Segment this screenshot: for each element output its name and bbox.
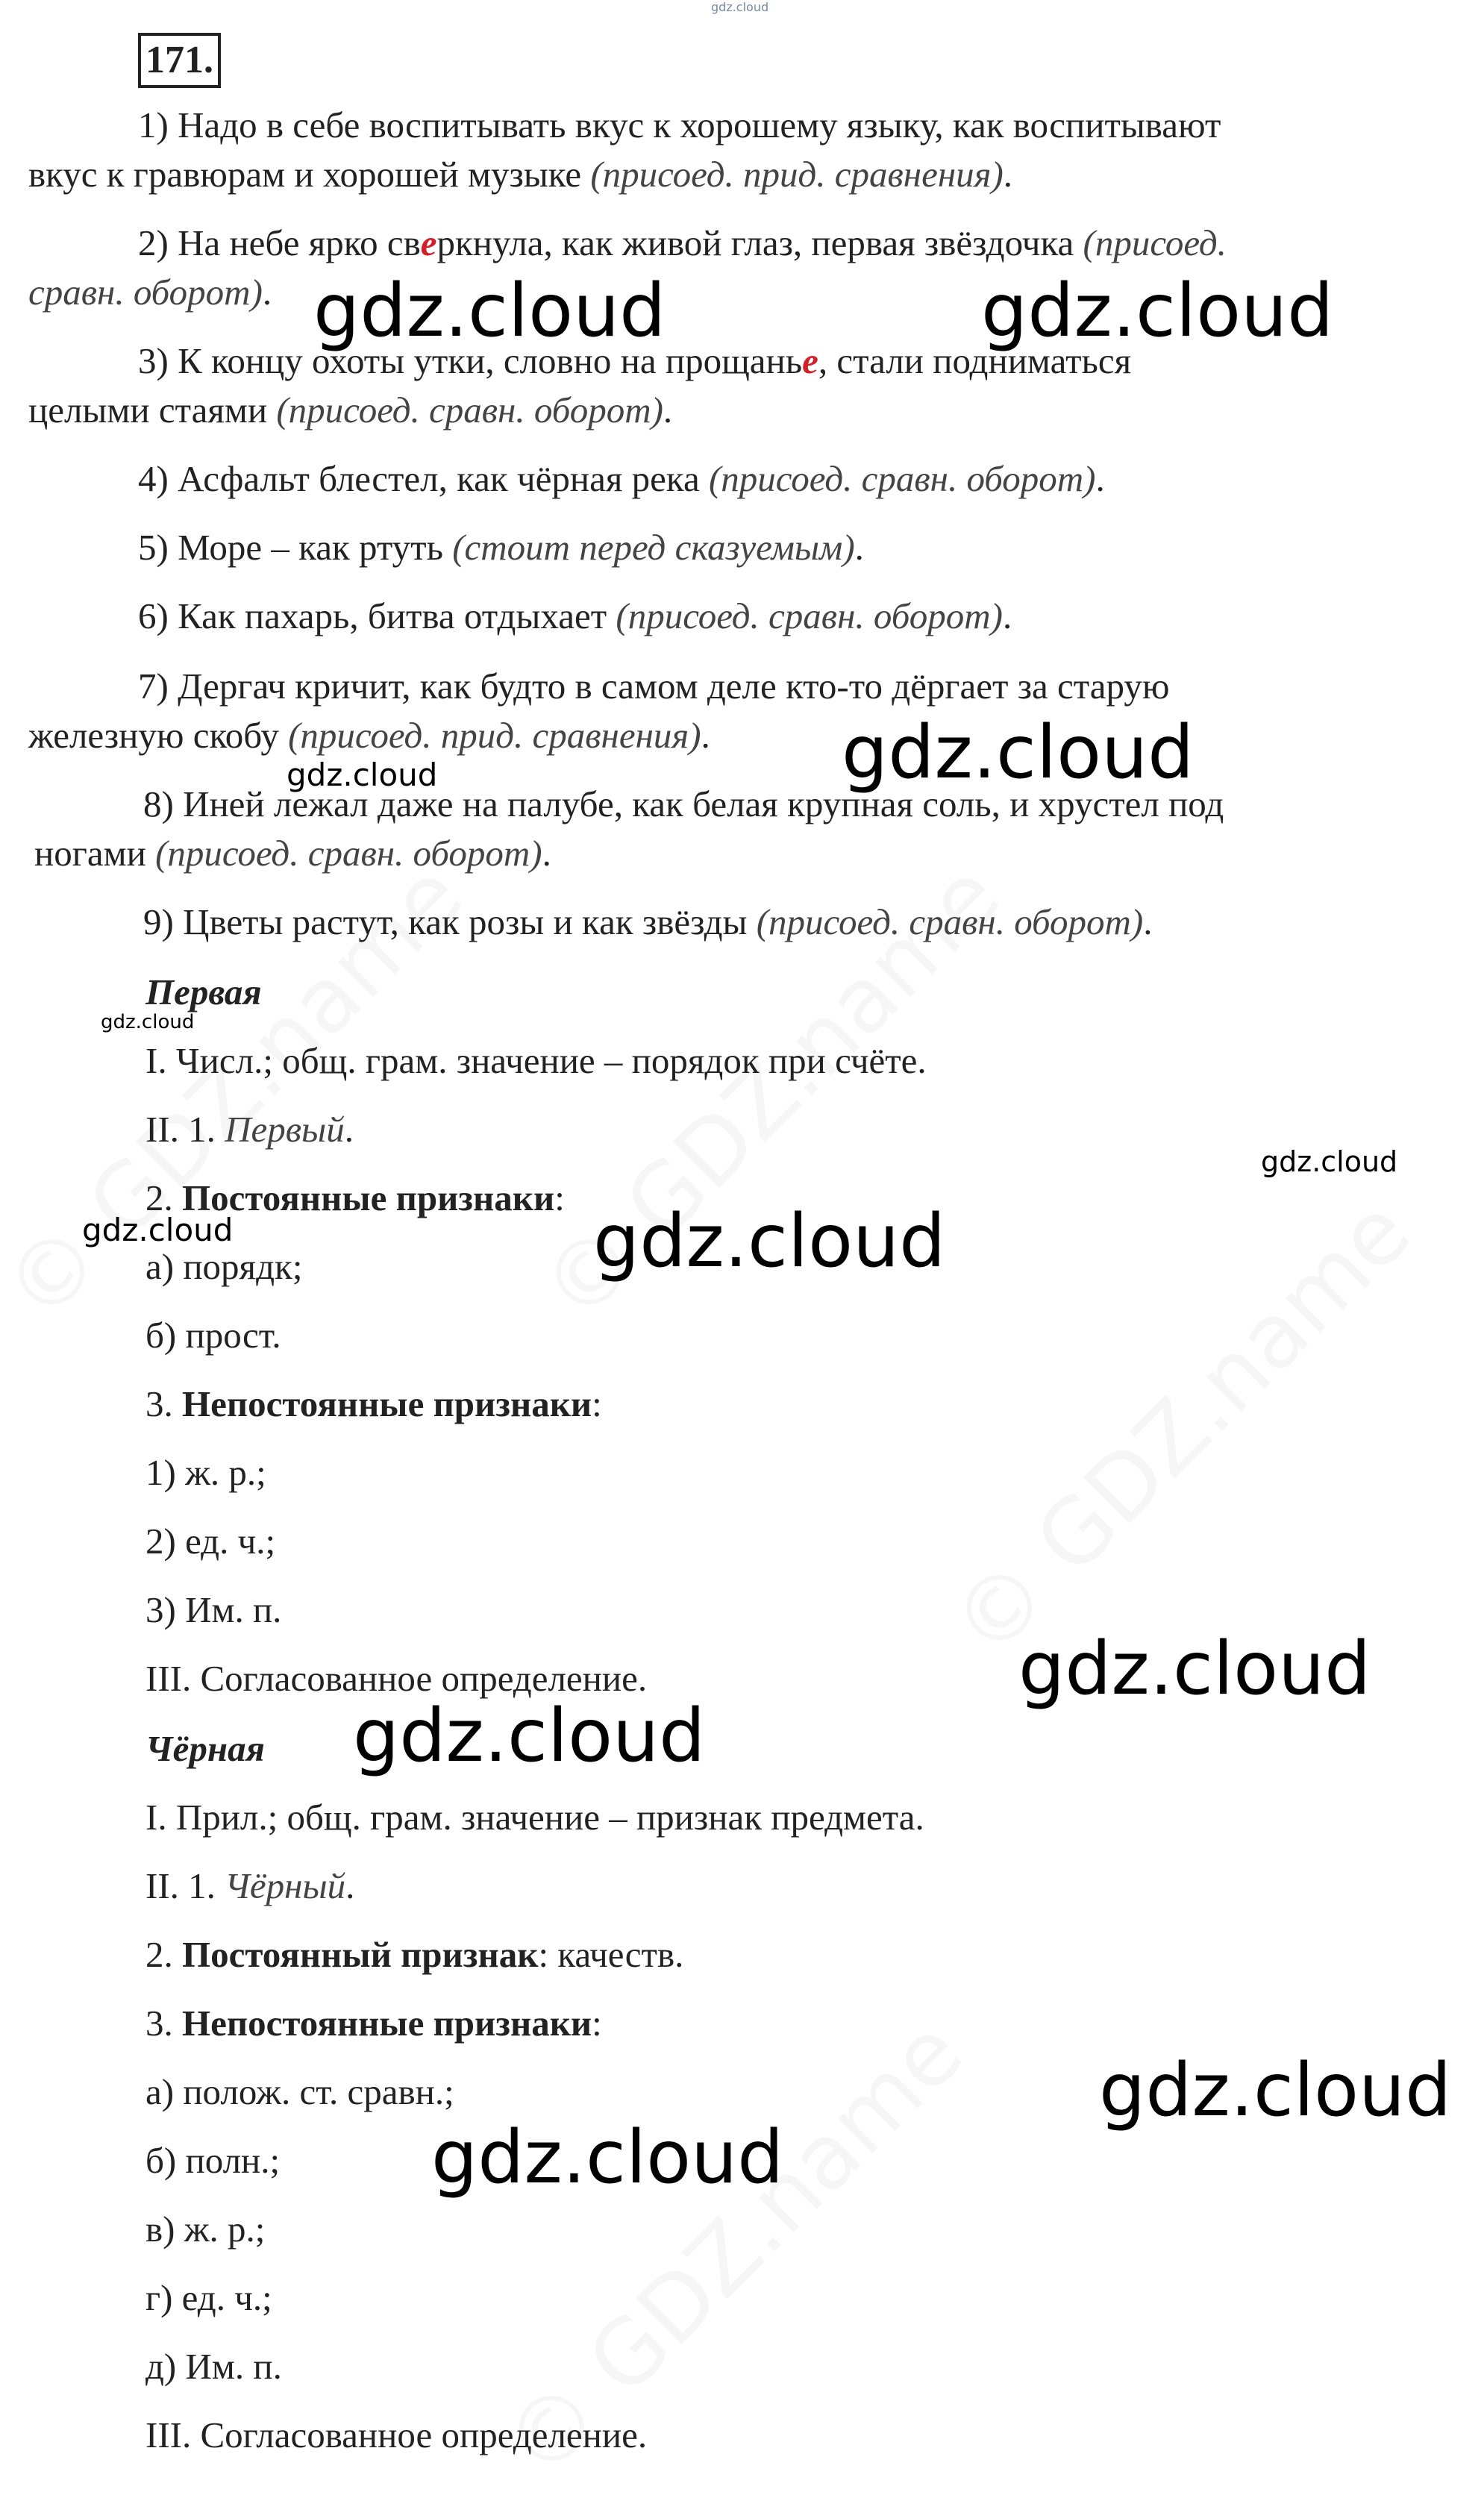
background-watermark [933,1180,1430,1677]
initial-form: Первый [225,1109,345,1150]
sentence-text: Цветы растут, как розы и как звёзды [183,901,748,942]
watermark: gdz.cloud [1261,1145,1398,1178]
sentence-text: К концу охоты утки, словно на прощанье, стали подниматься [178,340,1132,381]
sentence-2-line-1 [138,221,1227,266]
sentence-2-line-2 [28,270,272,315]
analysis-1-feature-item: 1) ж. р.; [145,1452,266,1493]
sentence-text: Как пахарь, битва отдыхает [178,595,607,636]
analysis-1-constant-features: 2. Постоянные признаки: [145,1177,565,1218]
sentence-end: . [854,527,864,568]
analysis-1-part-iii: III. Согласованное определение. [145,1658,648,1699]
sentence-text: целыми стаями [28,389,268,431]
sentence-number: 5) [138,527,169,568]
watermark: gdz.cloud [431,2115,784,2200]
sentence-end: . [262,272,272,313]
sentence-note: (присоед. сравн. оборот) [155,833,542,874]
sentence-text: Иней лежал даже на палубе, как белая крупная соль, и хрустел под [183,783,1224,824]
watermark: gdz.cloud [593,1199,946,1284]
sentence-end: . [1095,458,1105,499]
analysis-2-feature-item: в) ж. р.; [145,2209,266,2250]
sentence-end: . [1143,901,1153,942]
watermark: gdz.cloud [101,1011,195,1033]
feature-label: Непостоянные признаки [182,2003,592,2044]
sentence-text: Асфальт блестел, как чёрная река [178,458,700,499]
sentence-number: 4) [138,458,169,499]
analysis-1-feature-item: б) прост. [145,1315,281,1356]
analysis-2-part-i: I. Прил.; общ. грам. значение – признак предмета. [145,1797,924,1838]
sentence-5 [138,525,864,570]
analysis-1-word: Первая [145,971,262,1012]
watermark: gdz.cloud [981,269,1334,354]
analysis-2-feature-item: б) полн.; [145,2140,281,2181]
sentence-end: . [1002,595,1012,636]
sentence-note: (присоед. сравн. оборот) [276,389,663,431]
sentence-number: 2) [138,222,169,263]
analysis-2-constant-feature: 2. Постоянный признак: качеств. [145,1934,684,1975]
sentence-number: 6) [138,595,169,636]
analysis-2-variable-features: 3. Непостоянные признаки: [145,2003,602,2044]
sentence-note: (присоед. сравн. оборот) [616,595,1003,636]
sentence-number: 1) [138,104,169,145]
sentence-note: (присоед. сравн. оборот) [756,901,1144,942]
analysis-1-part-i: I. Числ.; общ. грам. значение – порядок при счёте. [145,1040,927,1081]
analysis-2-word: Чёрная [145,1728,265,1769]
sentence-8-line-2 [34,831,551,876]
watermark: gdz.cloud [353,1694,706,1779]
analysis-1-feature-item: а) порядк; [145,1246,303,1287]
watermark: gdz.cloud [1099,2048,1452,2133]
sentence-note: (присоед. прид. сравнения) [288,715,701,756]
feature-label: Постоянный признак [182,1934,539,1975]
watermark: gdz.cloud [82,1212,234,1248]
sentence-end: . [701,715,710,756]
sentence-note: (присоед. сравн. оборот) [708,458,1096,499]
sentence-text: Море – как ртуть [178,527,443,568]
sentence-number: 7) [138,666,169,707]
sentence-text: железную скобу [28,715,279,756]
sentence-3-line-2 [28,388,672,433]
watermark: gdz.cloud [287,757,438,793]
sentence-text: вкус к гравюрам и хорошей музыке [28,154,582,195]
sentence-end: . [542,833,551,874]
sentence-end: . [663,389,673,431]
sentence-number: 9) [143,901,174,942]
watermark: gdz.cloud [313,269,666,354]
sentence-number: 3) [138,340,169,381]
sentence-number: 8) [143,783,174,824]
task-number: 171. [138,33,221,88]
feature-label: Постоянные признаки [182,1177,555,1218]
sentence-note: (присоед. прид. сравнения) [590,154,1004,195]
analysis-1-part-ii: II. 1. Первый. [145,1109,354,1150]
watermark: gdz.cloud [1018,1627,1371,1712]
sentence-end: . [1003,154,1013,195]
watermark: gdz.cloud [842,710,1195,795]
analysis-1-variable-features: 3. Непостоянные признаки: [145,1383,602,1424]
sentence-text: Дергач кричит, как будто в самом деле кто-то дёргает за старую [178,666,1170,707]
analysis-1-feature-item: 3) Им. п. [145,1589,282,1630]
sentence-text: Надо в себе воспитывать вкус к хорошему языку, как воспитывают [178,104,1221,145]
sentence-note: (присоед. [1083,222,1227,263]
sentence-9 [143,900,1153,945]
analysis-1-feature-item: 2) ед. ч.; [145,1521,276,1562]
highlighted-letter: е [802,340,818,381]
sentence-1-line-1 [138,103,1221,148]
sentence-6 [138,594,1012,639]
analysis-2-feature-item: д) Им. п. [145,2346,282,2387]
analysis-2-part-ii: II. 1. Чёрный. [145,1865,355,1906]
highlighted-letter: е [420,222,437,263]
top-watermark: gdz.cloud [711,0,769,14]
sentence-7-line-2 [28,713,710,758]
sentence-note: (стоит перед сказуемым) [452,527,855,568]
sentence-text: ногами [34,833,146,874]
sentence-note: сравн. оборот) [28,272,263,313]
sentence-1-line-2 [28,152,1012,197]
analysis-2-feature-item: г) ед. ч.; [145,2277,272,2318]
initial-form: Чёрный [225,1865,346,1906]
analysis-2-feature-item: а) полож. ст. сравн.; [145,2071,454,2112]
sentence-text: На небе ярко сверкнула, как живой глаз, первая звёздочка [178,222,1074,263]
sentence-7-line-1 [138,664,1170,709]
feature-label: Непостоянные признаки [182,1383,592,1424]
sentence-4 [138,457,1105,501]
analysis-2-part-iii: III. Согласованное определение. [145,2414,648,2455]
